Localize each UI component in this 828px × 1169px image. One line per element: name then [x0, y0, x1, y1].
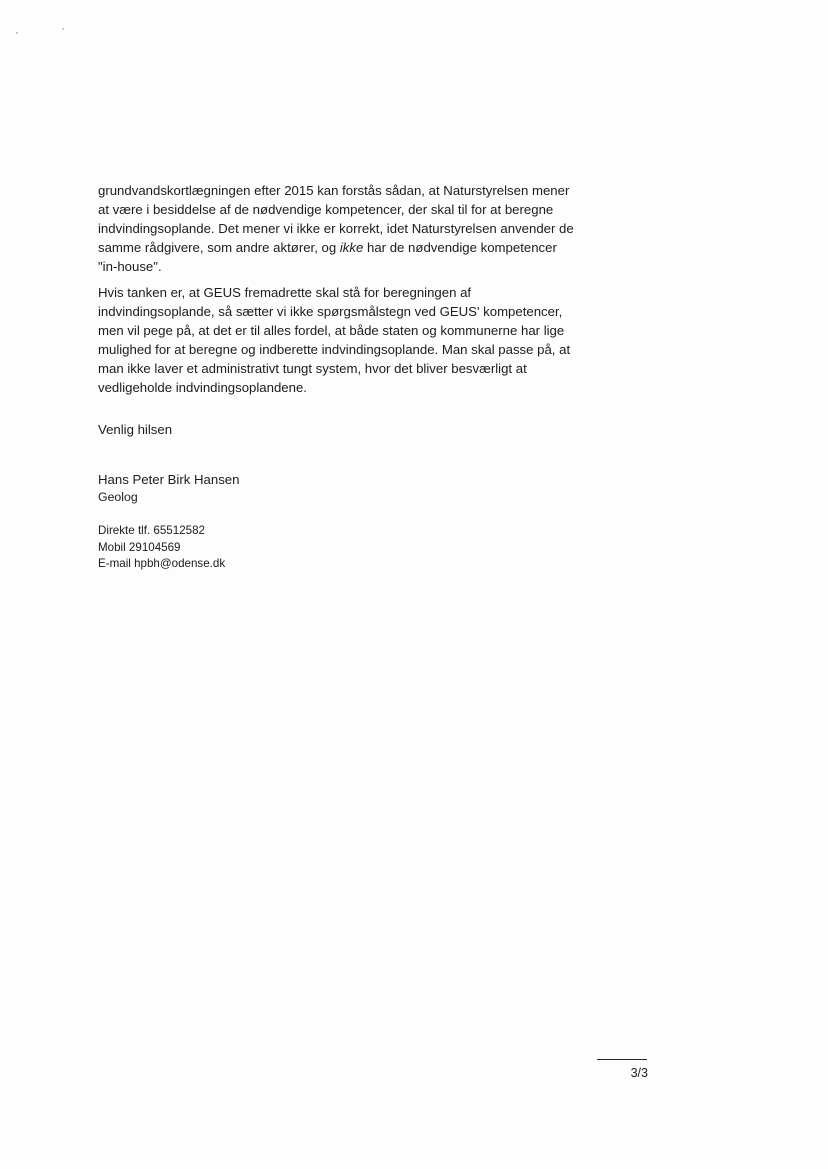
emphasized-text: ikke	[339, 240, 364, 255]
text-line	[98, 238, 578, 257]
text-line: men vil pege på, at det er til alles fordel, at både staten og kommunerne har lige	[98, 323, 565, 338]
signature-name: Hans Peter Birk Hansen	[98, 472, 240, 487]
scan-speck	[16, 32, 18, 34]
page-number: 3/3	[630, 1066, 648, 1080]
text-line: Hvis tanken er, at GEUS fremadrette skal stå for beregningen af	[98, 285, 472, 300]
text-fragment: samme rådgivere, som andre aktører, og	[98, 240, 340, 255]
text-line: grundvandskortlægningen efter 2015 kan forstås sådan, at Naturstyrelsen mener	[98, 183, 570, 198]
signature-title: Geolog	[98, 490, 138, 504]
text-line: indvindingsoplande, så sætter vi ikke spørgsmålstegn ved GEUS' kompetencer,	[98, 304, 563, 319]
body-paragraph-1	[98, 181, 578, 276]
contact-email: E-mail hpbh@odense.dk	[98, 557, 226, 570]
text-fragment: har de nødvendige kompetencer	[363, 240, 557, 255]
contact-mobile: Mobil 29104569	[98, 541, 181, 554]
footer-rule	[597, 1059, 647, 1060]
contact-phone: Direkte tlf. 65512582	[98, 524, 205, 537]
text-line: "in-house".	[98, 259, 162, 274]
text-line: at være i besiddelse af de nødvendige kompetencer, der skal til for at beregne	[98, 202, 554, 217]
text-line: mulighed for at beregne og indberette indvindingsoplande. Man skal passe på, at	[98, 342, 571, 357]
text-line: indvindingsoplande. Det mener vi ikke er korrekt, idet Naturstyrelsen anvender de	[98, 221, 574, 236]
text-line: man ikke laver et administrativt tungt system, hvor det bliver besværligt at	[98, 361, 527, 376]
scan-speck	[62, 28, 64, 30]
text-line: vedligeholde indvindingsoplandene.	[98, 380, 307, 395]
body-paragraph-2	[98, 283, 578, 397]
closing-salutation: Venlig hilsen	[98, 422, 173, 437]
